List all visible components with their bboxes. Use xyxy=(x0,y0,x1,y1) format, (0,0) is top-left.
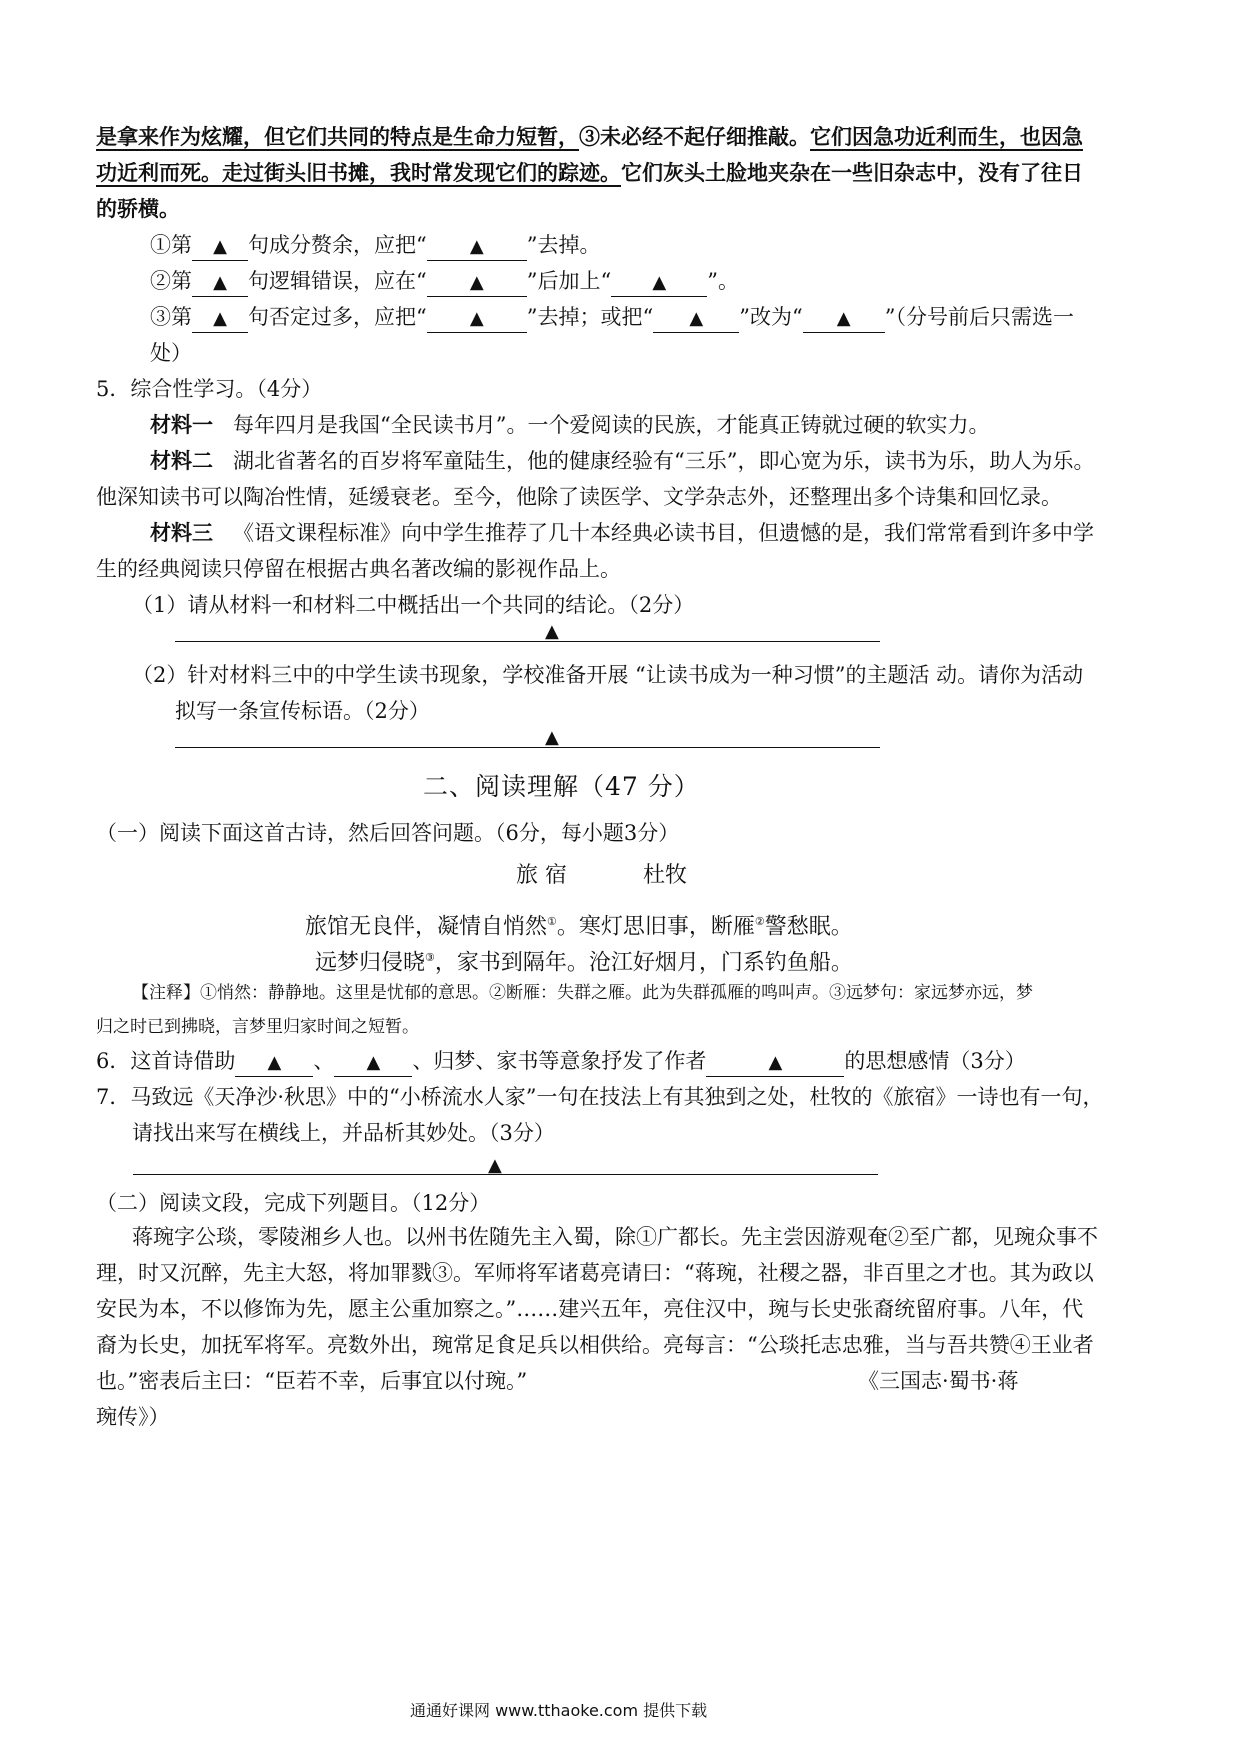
answer-blank[interactable]: ▲ xyxy=(427,306,527,333)
q4-item-3: ③第 ▲ 句否定过多，应把“ ▲ ”去掉；或把“ ▲ ”改为“ ▲ ”（分号前后只需选一 xyxy=(150,302,1074,333)
classical-text-line-4: 裔为长史，加抚军将军。亮数外出，琬常足食足兵以相供给。亮每言：“公琰托志忠雅，当与吾共赞④王业者 xyxy=(96,1333,1094,1357)
answer-blank[interactable]: ▲ xyxy=(611,270,707,297)
poem-author: 杜牧 xyxy=(643,863,688,888)
q5-sub-2-cont: 拟写一条宣传标语。（2分） xyxy=(175,699,430,723)
answer-blank[interactable]: ▲ xyxy=(192,306,248,333)
classical-text-line-3: 安民为本，不以修饰为先，愿主公重加察之。”……建兴五年，亮住汉中，琬与长史张裔统留府事。八年，代 xyxy=(96,1297,1084,1321)
passage-line-1: 是拿来作为炫耀，但它们共同的特点是生命力短暂，③未必经不起仔细推敲。它们因急功近利而生，也因急 xyxy=(96,124,1083,149)
q4-item-1: ①第 ▲ 句成分赘余，应把“ ▲ ”去掉。 xyxy=(150,230,601,261)
q5-material-1: 材料一 每年四月是我国“全民读书月”。一个爱阅读的民族，才能真正铸就过硬的软实力。 xyxy=(150,412,990,437)
poem-title: 旅 宿 xyxy=(516,863,567,888)
answer-line-mark: ▲ xyxy=(545,727,559,748)
q6: 6．这首诗借助 ▲ 、 ▲ 、归梦、家书等意象抒发了作者 ▲ 的思想感情（3分） xyxy=(96,1046,1026,1077)
answer-blank[interactable]: ▲ xyxy=(427,270,527,297)
q4-item-3-cont: 处） xyxy=(150,341,192,365)
answer-line-q5-1[interactable] xyxy=(175,641,880,642)
answer-blank[interactable]: ▲ xyxy=(706,1050,844,1077)
q5-material-2-cont: 他深知读书可以陶冶性情，延缓衰老。至今，他除了读医学、文学杂志外，还整理出多个诗集和回忆录。 xyxy=(96,485,1062,509)
source-citation: 《三国志·蜀书·蒋 xyxy=(858,1369,1019,1393)
answer-line-q5-2[interactable] xyxy=(175,747,880,748)
answer-line-q7[interactable] xyxy=(133,1174,878,1175)
answer-blank[interactable]: ▲ xyxy=(334,1050,412,1077)
answer-blank[interactable]: ▲ xyxy=(427,234,527,261)
passage-line-2: 功近利而死。走过街头旧书摊，我时常发现它们的踪迹。它们灰头土脸地夹杂在一些旧杂志中，没有了往日 xyxy=(96,160,1083,185)
poem-note-line-2: 归之时已到拂晓，言梦里归家时间之短暂。 xyxy=(96,1017,419,1037)
q7-line-1: 7．马致远《天净沙·秋思》中的“小桥流水人家”一句在技法上有其独到之处，杜牧的《旅宿》一诗也有一句， xyxy=(96,1085,1104,1109)
poem-line-1: 旅馆无良伴，凝情自悄然①。寒灯思旧事，断雁②警愁眠。 xyxy=(305,914,853,940)
classical-text-line-2: 理，时又沉醉，先主大怒，将加罪戮③。军师将军诸葛亮请曰：“蒋琬，社稷之器，非百里之才也。其为政以 xyxy=(96,1261,1094,1285)
page-footer: 通通好课网 www.tthaoke.com 提供下载 xyxy=(410,1701,708,1720)
classical-text-line-5: 也。”密表后主曰：“臣若不幸，后事宜以付琬。” xyxy=(96,1369,528,1393)
q5-sub-1: （1）请从材料一和材料二中概括出一个共同的结论。（2分） xyxy=(132,593,695,617)
answer-blank[interactable]: ▲ xyxy=(192,234,248,261)
part-1-heading: （一）阅读下面这首古诗，然后回答问题。（6分，每小题3分） xyxy=(96,821,680,845)
answer-blank[interactable]: ▲ xyxy=(803,306,885,333)
poem-note-line-1: 【注释】①悄然：静静地。这里是忧郁的意思。②断雁：失群之雁。此为失群孤雁的鸣叫声。③远梦句：家远梦亦远，梦 xyxy=(132,983,1033,1003)
q4-item-2: ②第 ▲ 句逻辑错误，应在“ ▲ ”后加上“ ▲ ”。 xyxy=(150,266,739,297)
answer-line-mark: ▲ xyxy=(545,621,559,642)
source-citation-cont: 琬传》） xyxy=(96,1405,170,1429)
q5-material-3-cont: 生的经典阅读只停留在根据古典名著改编的影视作品上。 xyxy=(96,557,621,581)
answer-blank[interactable]: ▲ xyxy=(653,306,739,333)
q5-material-3: 材料三 《语文课程标准》向中学生推荐了几十本经典必读书目，但遗憾的是，我们常常看到许多中学 xyxy=(150,520,1095,545)
answer-blank[interactable]: ▲ xyxy=(192,270,248,297)
section-title: 二、阅读理解（47 分） xyxy=(423,772,700,801)
classical-text-line-1: 蒋琬字公琰，零陵湘乡人也。以州书佐随先主入蜀，除①广都长。先主尝因游观奄②至广都，见琬众事不 xyxy=(132,1225,1098,1249)
passage-line-3: 的骄横。 xyxy=(96,196,180,221)
q5-material-2: 材料二 湖北省著名的百岁将军童陆生，他的健康经验有“三乐”，即心宽为乐，读书为乐，助人为乐。 xyxy=(150,448,1095,473)
q7-line-2: 请找出来写在横线上，并品析其妙处。（3分） xyxy=(132,1121,555,1145)
q5-sub-2: （2）针对材料三中的中学生读书现象，学校准备开展 “让读书成为一种习惯”的主题活 动。请你为活动 xyxy=(132,663,1084,687)
answer-line-mark: ▲ xyxy=(488,1155,502,1176)
q5-title: 5．综合性学习。（4分） xyxy=(96,377,323,401)
answer-blank[interactable]: ▲ xyxy=(235,1050,313,1077)
poem-line-2: 远梦归侵晓③，家书到隔年。沧江好烟月，门系钓鱼船。 xyxy=(315,950,853,976)
part-2-heading: （二）阅读文段，完成下列题目。（12分） xyxy=(96,1191,491,1215)
